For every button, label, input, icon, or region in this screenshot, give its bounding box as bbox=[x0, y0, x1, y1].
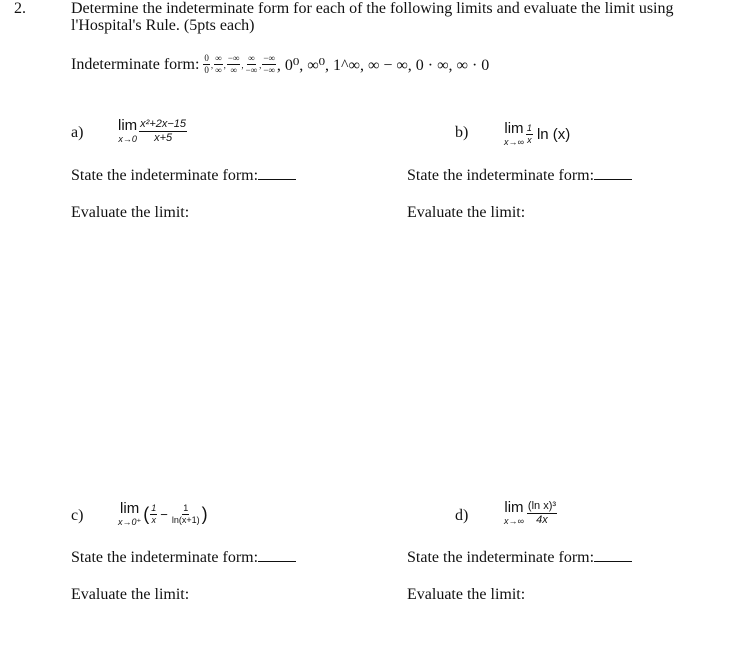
form-inf-over-inf bbox=[214, 54, 222, 75]
part-d-state bbox=[407, 549, 632, 567]
form-4-numerator: ∞ bbox=[248, 53, 255, 63]
part-b-numerator: 1 bbox=[526, 122, 532, 133]
part-d-evaluate-label: Evaluate the limit: bbox=[407, 586, 526, 603]
part-a-answer-blank[interactable] bbox=[258, 167, 296, 180]
part-c-frac1-numerator: 1 bbox=[151, 502, 157, 513]
part-d-answer-blank[interactable] bbox=[594, 549, 632, 562]
lim-word: lim bbox=[118, 117, 138, 134]
question-number: 2. bbox=[14, 0, 26, 17]
form-2-denominator: ∞ bbox=[215, 65, 222, 75]
part-c-frac2-denominator: ln(x+1) bbox=[171, 514, 200, 525]
part-a-denominator: x+5 bbox=[154, 131, 173, 144]
part-b-limit bbox=[504, 121, 524, 147]
part-d-numerator: (ln x)³ bbox=[527, 499, 557, 512]
form-2-numerator: ∞ bbox=[215, 53, 222, 63]
part-a-evaluate-label: Evaluate the limit: bbox=[71, 204, 190, 221]
part-b-fraction bbox=[526, 124, 533, 145]
part-b-denominator: x bbox=[527, 134, 532, 145]
form-1-numerator: 0 bbox=[204, 53, 209, 63]
part-d-expression bbox=[504, 500, 558, 526]
part-c-expression: lim x→0⁺ ( $\frac{1}{x}$ − $\frac{1}{\ln(x+1)}$ ) bbox=[118, 500, 208, 527]
part-c-frac1-denominator: x bbox=[151, 514, 157, 525]
part-b-evaluate-label: Evaluate the limit: bbox=[407, 204, 526, 221]
part-b-answer-blank[interactable] bbox=[594, 167, 632, 180]
form-4-denominator: −∞ bbox=[245, 65, 258, 75]
form-3-numerator: −∞ bbox=[227, 53, 240, 63]
part-c-label: c) bbox=[71, 507, 84, 524]
part-c-frac2-numerator: 1 bbox=[183, 502, 189, 513]
forms-label: Indeterminate form: bbox=[71, 55, 200, 73]
form-zero-over-zero bbox=[203, 54, 210, 75]
part-a-limit bbox=[118, 118, 137, 144]
part-c-fraction-1 bbox=[150, 504, 157, 525]
instruction-line-2: l'Hospital's Rule. (5pts each) bbox=[71, 17, 255, 34]
part-c-evaluate-label: Evaluate the limit: bbox=[71, 586, 190, 603]
form-neginf-over-neginf bbox=[262, 54, 276, 75]
part-c-answer-blank[interactable] bbox=[258, 549, 296, 562]
part-c-minus: − bbox=[160, 506, 168, 522]
indeterminate-forms-line: Indeterminate form: $\frac{0}{0}$ , $\frac{\infty}{\infty}$ , $\frac{-\infty}{\infty}$ , $\frac{\infty}{-\infty}$ , $\frac{-\infty}{-\infty}$ , 0⁰, ∞⁰, 1^∞, ∞ − ∞, 0 · ∞, ∞ · 0 bbox=[71, 53, 490, 75]
part-c-limit bbox=[118, 501, 141, 527]
part-c-state bbox=[71, 549, 296, 567]
lim-subscript: x→∞ bbox=[504, 137, 524, 147]
form-3-denominator: ∞ bbox=[230, 65, 237, 75]
instruction-line-1: Determine the indeterminate form for each of the following limits and evaluate the limit using bbox=[71, 0, 674, 17]
lim-subscript: x→∞ bbox=[504, 516, 524, 526]
part-d-label: d) bbox=[455, 507, 469, 524]
part-a-state bbox=[71, 167, 296, 185]
part-d-denominator: 4x bbox=[536, 513, 548, 526]
form-5-denominator: −∞ bbox=[263, 65, 275, 75]
part-a-label: a) bbox=[71, 124, 84, 141]
part-a-state-label: State the indeterminate form: bbox=[71, 167, 259, 184]
lim-word: lim bbox=[504, 499, 524, 516]
part-b-label: b) bbox=[455, 124, 469, 141]
lim-word: lim bbox=[504, 120, 524, 137]
part-a-fraction bbox=[139, 119, 187, 144]
part-d-state-label: State the indeterminate form: bbox=[407, 549, 595, 566]
part-a-expression bbox=[118, 118, 188, 144]
form-neginf-over-inf bbox=[227, 54, 241, 75]
lim-subscript: x→0⁺ bbox=[118, 517, 142, 527]
part-b-state-label: State the indeterminate form: bbox=[407, 167, 595, 184]
part-a-numerator: x²+2x−15 bbox=[140, 117, 187, 130]
form-5-numerator: −∞ bbox=[263, 53, 275, 63]
part-c-state-label: State the indeterminate form: bbox=[71, 549, 259, 566]
part-d-limit bbox=[504, 500, 524, 526]
form-inf-over-neginf bbox=[245, 54, 259, 75]
part-c-fraction-2 bbox=[171, 504, 201, 525]
part-d-fraction bbox=[527, 501, 557, 526]
lim-subscript: x→0 bbox=[118, 134, 137, 144]
part-b-expression bbox=[504, 121, 570, 147]
part-b-tail: ln (x) bbox=[536, 125, 571, 143]
part-b-state bbox=[407, 167, 632, 185]
forms-rest: , 0⁰, ∞⁰, 1^∞, ∞ − ∞, 0 · ∞, ∞ · 0 bbox=[276, 56, 490, 74]
lim-word: lim bbox=[120, 500, 140, 517]
form-1-denominator: 0 bbox=[204, 65, 209, 75]
